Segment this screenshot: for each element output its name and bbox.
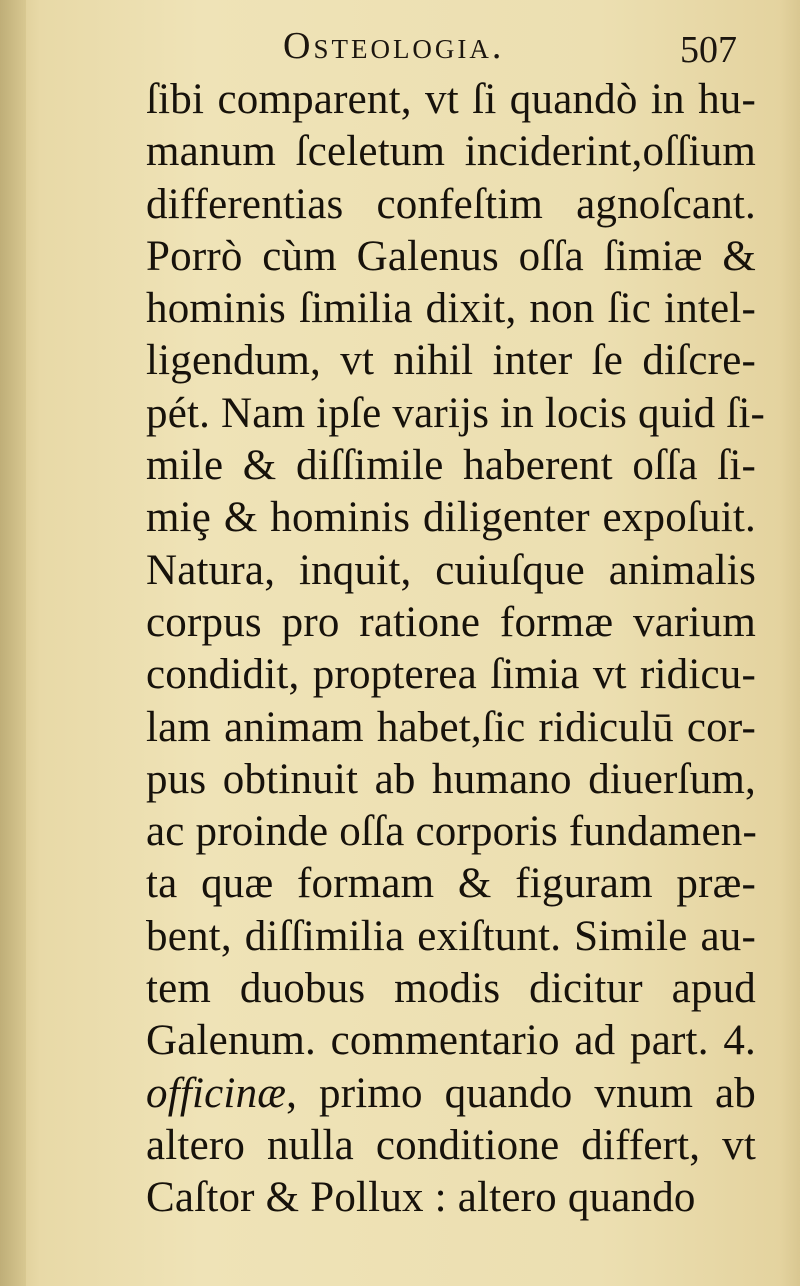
text-line: pus obtinuit ab humano diuerſum, bbox=[146, 755, 756, 803]
text-line: manum ſceletum inciderint,oſſium bbox=[146, 128, 756, 176]
text-line: altero nulla conditione differt, vt bbox=[146, 1121, 756, 1169]
page-gutter bbox=[0, 0, 26, 1286]
text-line: ligendum, vt nihil inter ſe diſcre- bbox=[146, 337, 756, 385]
text-line: corpus pro ratione formæ varium bbox=[146, 598, 756, 646]
text-line: hominis ſimilia dixit, non ſic intel- bbox=[146, 285, 756, 333]
text-line: mile & diſſimile haberent oſſa ſi- bbox=[146, 442, 756, 490]
text-line: tem duobus modis dicitur apud bbox=[146, 965, 756, 1013]
text-line: differentias confeſtim agnoſcant. bbox=[146, 180, 756, 228]
text-line: condidit, propterea ſimia vt ridicu- bbox=[146, 651, 756, 699]
text-line: Porrò cùm Galenus oſſa ſimiæ & bbox=[146, 232, 756, 280]
italic-term: officinæ bbox=[146, 1069, 287, 1117]
text-line: lam animam habet,ſic ridiculū cor- bbox=[146, 703, 756, 751]
text-line bbox=[146, 1068, 756, 1120]
text-line: Natura, inquit, cuiuſque animalis bbox=[146, 546, 756, 594]
text-line: pét. Nam ipſe varijs in locis quid ſi- bbox=[146, 389, 766, 437]
text-line: Galenum. commentario ad part. 4. bbox=[146, 1017, 756, 1065]
text-line: miȩ & hominis diligenter expoſuit. bbox=[146, 494, 756, 542]
text-line: ta quæ formam & figuram præ- bbox=[146, 860, 756, 908]
body-text bbox=[146, 74, 766, 1225]
page-number: 507 bbox=[680, 29, 737, 71]
text-line: Caſtor & Pollux : altero quando bbox=[146, 1174, 696, 1222]
text-line: ac proinde oſſa corporis fundamen- bbox=[146, 808, 757, 856]
text-line: ſibi comparent, vt ſi quandò in hu- bbox=[146, 76, 756, 123]
text-line: bent, diſſimilia exiſtunt. Simile au- bbox=[146, 912, 756, 960]
text-line-rest: , primo quando vnum ab bbox=[286, 1069, 756, 1117]
running-head: Osteologia. bbox=[283, 25, 505, 67]
